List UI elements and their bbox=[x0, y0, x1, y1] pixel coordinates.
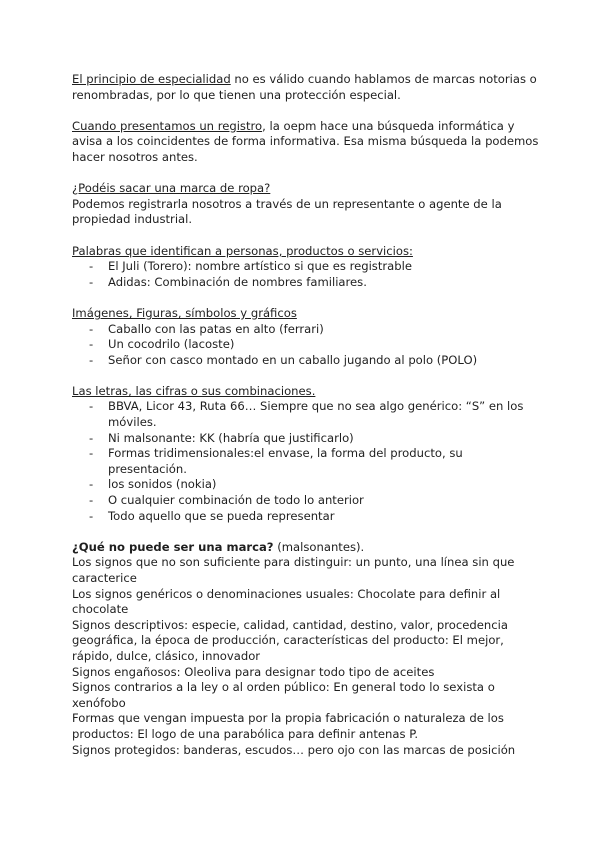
list-item-text: Adidas: Combinación de nombres familiares. bbox=[108, 274, 367, 289]
bullet-dash: - bbox=[89, 274, 94, 289]
section-imagenes bbox=[72, 306, 540, 368]
heading-especialidad: El principio de especialidad bbox=[72, 72, 231, 86]
line-no-marca: Los signos genéricos o denominaciones usuales: Chocolate para definir al chocolate bbox=[72, 586, 501, 617]
list-palabras bbox=[72, 259, 540, 290]
list-item-text: O cualquier combinación de todo lo anterior bbox=[108, 493, 364, 508]
list-item bbox=[72, 509, 540, 525]
heading-imagenes: Imágenes, Figuras, símbolos y gráficos bbox=[72, 305, 297, 320]
paragraph-registro bbox=[72, 119, 540, 166]
list-item bbox=[72, 259, 540, 275]
bullet-dash: - bbox=[89, 321, 94, 336]
list-item-text: los sonidos (nokia) bbox=[108, 477, 217, 492]
list-item bbox=[72, 431, 540, 447]
heading-no-marca-line bbox=[72, 540, 540, 556]
list-letras bbox=[72, 399, 540, 524]
list-item-text: BBVA, Licor 43, Ruta 66… Siempre que no sea algo genérico: “S” en los móviles. bbox=[108, 399, 524, 430]
paragraph-especialidad bbox=[72, 72, 540, 103]
line-no-marca: Signos engañosos: Oleoliva para designar todo tipo de aceites bbox=[72, 664, 435, 679]
list-item bbox=[72, 353, 540, 369]
list-item-text: Formas tridimensionales:el envase, la forma del producto, su presentación. bbox=[108, 446, 463, 476]
list-item bbox=[72, 337, 540, 353]
heading-registro: Cuando presentamos un registro bbox=[72, 118, 263, 133]
heading-marca-ropa: ¿Podéis sacar una marca de ropa? bbox=[72, 181, 271, 196]
text-registro: , la oepm hace una búsqueda informática y avisa a los coincidentes de forma informativa. Esa misma búsqueda la podemos hacer nosotros antes. bbox=[72, 118, 539, 164]
list-imagenes bbox=[72, 322, 540, 369]
list-item-text: Señor con casco montado en un caballo jugando al polo (POLO) bbox=[108, 352, 478, 367]
line-no-marca: Formas que vengan impuesta por la propia fabricación o naturaleza de los productos: El logo de una parabólica para definir antenas P. bbox=[72, 711, 504, 741]
list-item bbox=[72, 275, 540, 291]
line-no-marca: Signos contrarios a la ley o al orden público: En general todo lo sexista o xenófobo bbox=[72, 680, 495, 710]
list-item bbox=[72, 493, 540, 509]
text-marca-ropa: Podemos registrarla nosotros a través de un representante o agente de la propiedad industrial. bbox=[72, 196, 502, 227]
heading-no-marca: ¿Qué no puede ser una marca? bbox=[72, 539, 274, 554]
bullet-dash: - bbox=[89, 399, 94, 414]
heading-palabras: Palabras que identifican a personas, productos o servicios: bbox=[72, 243, 413, 258]
line-no-marca: Signos descriptivos: especie, calidad, cantidad, destino, valor, procedencia geográfica, la época de producción, características del producto: El mejor, rápido, dulce, clásico, innovador bbox=[72, 617, 508, 663]
list-item bbox=[72, 322, 540, 338]
bullet-dash: - bbox=[89, 446, 94, 461]
bullet-dash: - bbox=[89, 337, 94, 352]
list-item-text: Todo aquello que se pueda representar bbox=[108, 508, 335, 523]
section-marca-ropa bbox=[72, 181, 540, 228]
list-item-text: Ni malsonante: KK (habría que justificarlo) bbox=[108, 430, 354, 445]
section-letras bbox=[72, 384, 540, 524]
bullet-dash: - bbox=[89, 352, 94, 367]
list-item bbox=[72, 446, 540, 477]
list-item-text: El Juli (Torero): nombre artístico si que es registrable bbox=[108, 259, 412, 274]
list-item bbox=[72, 477, 540, 493]
section-palabras bbox=[72, 244, 540, 291]
section-no-marca bbox=[72, 540, 540, 758]
bullet-dash: - bbox=[89, 430, 94, 445]
bullet-dash: - bbox=[89, 508, 94, 523]
text-especialidad: no es válido cuando hablamos de marcas notorias o renombradas, por lo que tienen una protección especial. bbox=[72, 72, 537, 102]
bullet-dash: - bbox=[89, 259, 94, 274]
list-item-text: Un cocodrilo (lacoste) bbox=[108, 337, 235, 352]
heading-no-marca-suffix: (malsonantes). bbox=[273, 539, 365, 554]
list-item-text: Caballo con las patas en alto (ferrari) bbox=[108, 321, 324, 336]
bullet-dash: - bbox=[89, 493, 94, 508]
list-item bbox=[72, 399, 540, 430]
bullet-dash: - bbox=[89, 477, 94, 492]
heading-letras: Las letras, las cifras o sus combinaciones. bbox=[72, 383, 316, 398]
line-no-marca: Los signos que no son suficiente para distinguir: un punto, una línea sin que caracterice bbox=[72, 555, 515, 585]
line-no-marca: Signos protegidos: banderas, escudos… pero ojo con las marcas de posición bbox=[72, 742, 516, 757]
